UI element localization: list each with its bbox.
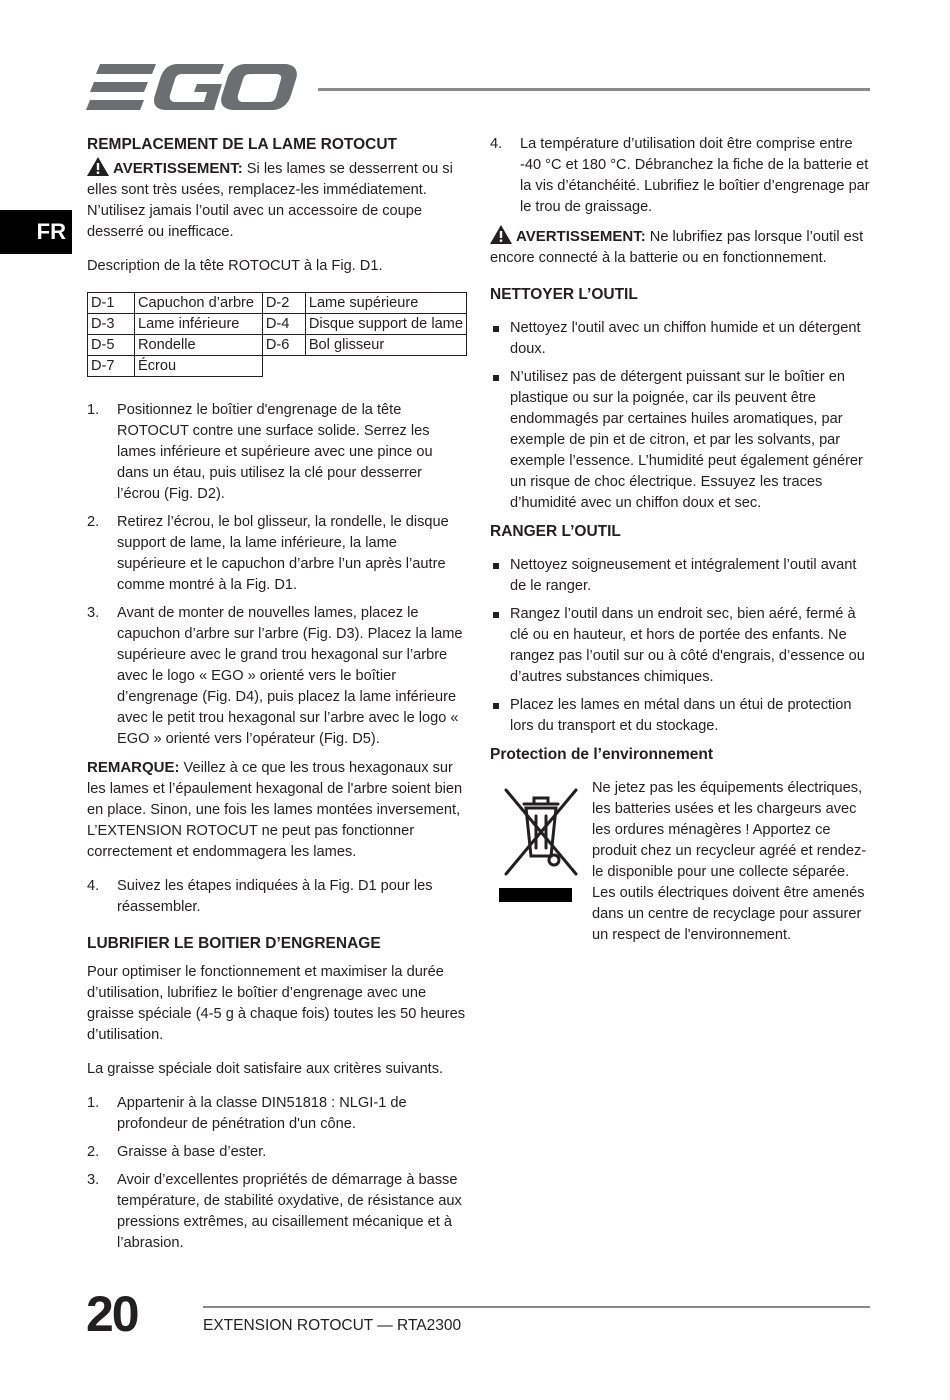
header-rule <box>318 88 870 91</box>
table-cell-empty <box>305 356 466 377</box>
item-number: 4. <box>490 136 503 152</box>
list-item <box>87 400 467 505</box>
lubrication-intro: Pour optimiser le fonctionnement et maximiser la durée d’utilisation, lubrifiez le boîtier d’engrenage avec une graisse spéciale (4-5 g à chaque fois) toutes les 50 heures d’utilisation. <box>87 964 466 1043</box>
item-number: 1. <box>87 1095 100 1111</box>
grease-criteria-list <box>87 1093 467 1254</box>
table-cell: Disque support de lame <box>305 314 466 335</box>
bullet-icon <box>493 375 499 381</box>
warning-paragraph <box>490 225 870 269</box>
item-text: La température d’utilisation doit être comprise entre -40 °C et 180 °C. Débranchez la fiche de la batterie et la vis d’étanchéité. Lubrifiez le boîtier d’engrenage par le trou de graissage. <box>520 136 870 215</box>
item-number: 3. <box>87 1172 100 1188</box>
table-cell: D-4 <box>262 314 305 335</box>
section-title-cleaning: NETTOYER L’OUTIL <box>490 286 638 303</box>
parts-table <box>87 292 467 377</box>
table-cell: D-3 <box>88 314 135 335</box>
footer-rule <box>203 1306 870 1308</box>
page-number: 20 <box>86 1286 138 1342</box>
environment-text: Ne jetez pas les équipements électriques, les batteries usées et les chargeurs avec les ordures ménagères ! Apportez ce produit chez un recycleur agréé et rendez-le disponible pour une collecte séparée. Les outils électriques doivent être amenés dans un centre de recyclage pour assurer un respect de l'environnement. <box>592 780 867 943</box>
bullet-icon <box>493 563 499 569</box>
table-row <box>88 293 467 314</box>
item-text: Nettoyez l'outil avec un chiffon humide et un détergent doux. <box>510 320 861 357</box>
list-item <box>490 604 870 688</box>
footer-title: EXTENSION ROTOCUT — RTA2300 <box>203 1317 462 1334</box>
left-column <box>87 134 467 1254</box>
list-item <box>87 1142 467 1163</box>
storage-list <box>490 555 870 737</box>
warning-icon <box>87 157 109 176</box>
list-item <box>87 512 467 596</box>
step-number: 4. <box>87 878 100 894</box>
replacement-steps <box>87 400 467 750</box>
step-text: Retirez l’écrou, le bol glisseur, la rondelle, le disque support de lame, la lame inférieure, la lame supérieure et le capuchon d’arbre l’un après l’autre comme montré à la Fig. D1. <box>117 514 449 593</box>
list-item <box>87 1170 467 1254</box>
table-cell: Écrou <box>135 356 263 377</box>
table-cell-empty <box>262 356 305 377</box>
bullet-icon <box>493 612 499 618</box>
warning-text: Ne lubrifiez pas lorsque l’outil est encore connecté à la batterie ou en fonctionnement. <box>490 229 864 266</box>
list-item <box>490 134 870 218</box>
item-text: N’utilisez pas de détergent puissant sur le boîtier en plastique ou sur la poignée, car ils peuvent être endommagés par certaines huiles aromatiques, par exemple de pin et de citron, et par les solvants, par exemple l’essence. L’humidité peut également générer un risque de choc électrique. Essuyez les traces d’humidité avec un chiffon doux et sec. <box>510 369 863 511</box>
warning-paragraph <box>87 157 467 243</box>
item-text: Rangez l’outil dans un endroit sec, bien aéré, fermé à clé ou en hauteur, et hors de portée des enfants. Ne rangez pas l’outil sur ou à côté d'engrais, d’essence ou d’autres substances chimiques. <box>510 606 865 685</box>
item-number: 2. <box>87 1144 100 1160</box>
table-cell: Lame inférieure <box>135 314 263 335</box>
note-paragraph <box>87 757 467 863</box>
table-cell: D-6 <box>262 335 305 356</box>
language-tab: FR <box>0 210 72 254</box>
step-number: 2. <box>87 514 100 530</box>
step-text: Avant de monter de nouvelles lames, placez le capuchon d’arbre sur l’arbre (Fig. D3). Placez la lame supérieure avec le grand trou hexagonal sur l’arbre avec le logo « EGO » orienté vers le boîtier d’engrenage (Fig. D4), puis placez la lame inférieure avec le petit trou hexagonal sur l’arbre avec le logo « EGO » orienté vers l’opérateur (Fig. D5). <box>117 605 463 747</box>
section-title-blade-replacement: REMPLACEMENT DE LA LAME ROTOCUT <box>87 136 397 153</box>
table-cell: D-5 <box>88 335 135 356</box>
head-description: Description de la tête ROTOCUT à la Fig. D1. <box>87 258 383 274</box>
step-number: 1. <box>87 402 100 418</box>
list-item <box>87 876 467 918</box>
cleaning-list <box>490 318 870 514</box>
grease-criteria-intro: La graisse spéciale doit satisfaire aux critères suivants. <box>87 1061 444 1077</box>
list-item <box>490 695 870 737</box>
table-cell: D-2 <box>262 293 305 314</box>
table-cell: Rondelle <box>135 335 263 356</box>
item-text: Avoir d’excellentes propriétés de démarrage à basse température, de stabilité oxydative, de résistance aux pressions extrêmes, au cisaillement mécanique et à l’abrasion. <box>117 1172 462 1251</box>
bullet-icon <box>493 703 499 709</box>
crossed-out-bin-icon <box>498 784 584 908</box>
bullet-icon <box>493 326 499 332</box>
warning-text: Si les lames se desserrent ou si elles sont très usées, remplacez-les immédiatement. N’utilisez jamais l’outil avec un accessoire de coupe desserré ou inefficace. <box>87 161 453 240</box>
table-cell: Capuchon d’arbre <box>135 293 263 314</box>
environment-block <box>490 778 870 946</box>
list-item <box>490 318 870 360</box>
item-text: Graisse à base d’ester. <box>117 1144 267 1160</box>
item-text: Appartenir à la classe DIN51818 : NLGI-1 de profondeur de pénétration d'un cône. <box>117 1095 407 1132</box>
right-column <box>490 134 870 946</box>
list-item <box>87 603 467 750</box>
table-cell: D-7 <box>88 356 135 377</box>
item-text: Placez les lames en métal dans un étui de protection lors du transport et du stockage. <box>510 697 852 734</box>
section-title-storage: RANGER L’OUTIL <box>490 523 621 540</box>
step-text: Positionnez le boîtier d'engrenage de la tête ROTOCUT contre une surface solide. Serrez les lames inférieure et supérieure avec une pince ou dans un étau, puis utilisez la clé pour desserrer l’écrou (Fig. D2). <box>117 402 433 502</box>
list-item <box>490 555 870 597</box>
table-cell: Bol glisseur <box>305 335 466 356</box>
section-title-lubrication: LUBRIFIER LE BOITIER D’ENGRENAGE <box>87 935 381 952</box>
table-row <box>88 314 467 335</box>
ego-logo <box>86 62 298 114</box>
step-number: 3. <box>87 605 100 621</box>
warning-label: AVERTISSEMENT: <box>516 228 646 245</box>
table-row <box>88 356 467 377</box>
list-item <box>87 1093 467 1135</box>
warning-icon <box>490 225 512 244</box>
list-item <box>490 367 870 514</box>
grease-criteria-continued <box>490 134 870 218</box>
section-title-environment: Protection de l’environnement <box>490 746 714 763</box>
step-text: Suivez les étapes indiquées à la Fig. D1 pour les réassembler. <box>117 878 433 915</box>
table-cell: D-1 <box>88 293 135 314</box>
item-text: Nettoyez soigneusement et intégralement l’outil avant de le ranger. <box>510 557 857 594</box>
note-text: Veillez à ce que les trous hexagonaux sur les lames et l’épaulement hexagonal de l'arbre soient bien en place. Sinon, une fois les lames montées inversement, L’EXTENSION ROTOCUT ne peut pas fonctionner correctement et endommagera les lames. <box>87 760 463 860</box>
table-cell: Lame supérieure <box>305 293 466 314</box>
table-row <box>88 335 467 356</box>
warning-label: AVERTISSEMENT: <box>113 160 243 177</box>
note-label: REMARQUE: <box>87 759 180 776</box>
reassembly-step <box>87 876 467 918</box>
